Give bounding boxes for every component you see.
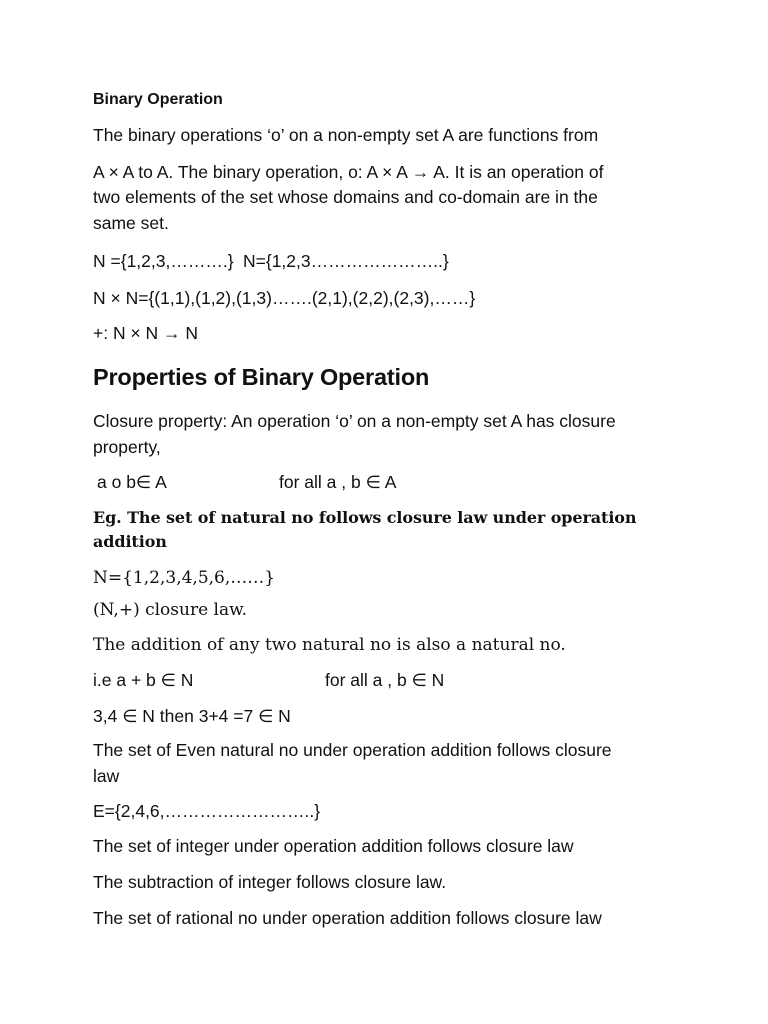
example-instance: 3,4 ∈ N then 3+4 =7 ∈ N — [93, 706, 291, 726]
intro-line-4: same set. — [93, 213, 169, 233]
example-line-1: Eg. The set of natural no follows closure law under operation — [93, 508, 637, 527]
example-line-2: addition — [93, 532, 167, 551]
closure-line-2: property, — [93, 437, 161, 457]
even-set: E={2,4,6,……………………..} — [93, 801, 321, 821]
cartesian-product: N × N={(1,1),(1,2),(1,3)…….(2,1),(2,2),(2,3),……} — [93, 288, 476, 308]
integer-closure: The set of integer under operation addition follows closure law — [93, 836, 574, 856]
example-closure-law: (N,+) closure law. — [93, 600, 248, 620]
natural-set-a: N ={1,2,3,……….} — [93, 251, 234, 271]
subtraction-closure: The subtraction of integer follows closure law. — [93, 872, 447, 892]
ie-formula-left: i.e a + b ∈ N — [93, 670, 194, 690]
intro-line-3: two elements of the set whose domains and co-domain are in the — [93, 187, 598, 207]
natural-set-b: N={1,2,3…………………..} — [243, 251, 449, 271]
plus-mapping: +: N × N → N — [93, 323, 199, 343]
closure-formula-left: a o b∈ A — [97, 472, 167, 492]
intro-line-2: A × A to A. The binary operation, o: A × A → A. It is an operation of — [93, 162, 604, 182]
section-heading: Properties of Binary Operation — [93, 364, 430, 390]
even-line-2: law — [93, 766, 120, 786]
even-line-1: The set of Even natural no under operation addition follows closure — [93, 740, 612, 760]
intro-line-1: The binary operations ‘o’ on a non-empty set A are functions from — [93, 125, 599, 145]
document-title: Binary Operation — [93, 91, 223, 108]
example-statement: The addition of any two natural no is also a natural no. — [93, 635, 566, 655]
closure-formula-right: for all a , b ∈ A — [279, 472, 397, 492]
ie-formula-right: for all a , b ∈ N — [325, 670, 445, 690]
example-natural-set: N={1,2,3,4,5,6,……} — [93, 568, 276, 588]
rational-closure: The set of rational no under operation addition follows closure law — [93, 908, 602, 928]
closure-line-1: Closure property: An operation ‘o’ on a non-empty set A has closure — [93, 411, 616, 431]
